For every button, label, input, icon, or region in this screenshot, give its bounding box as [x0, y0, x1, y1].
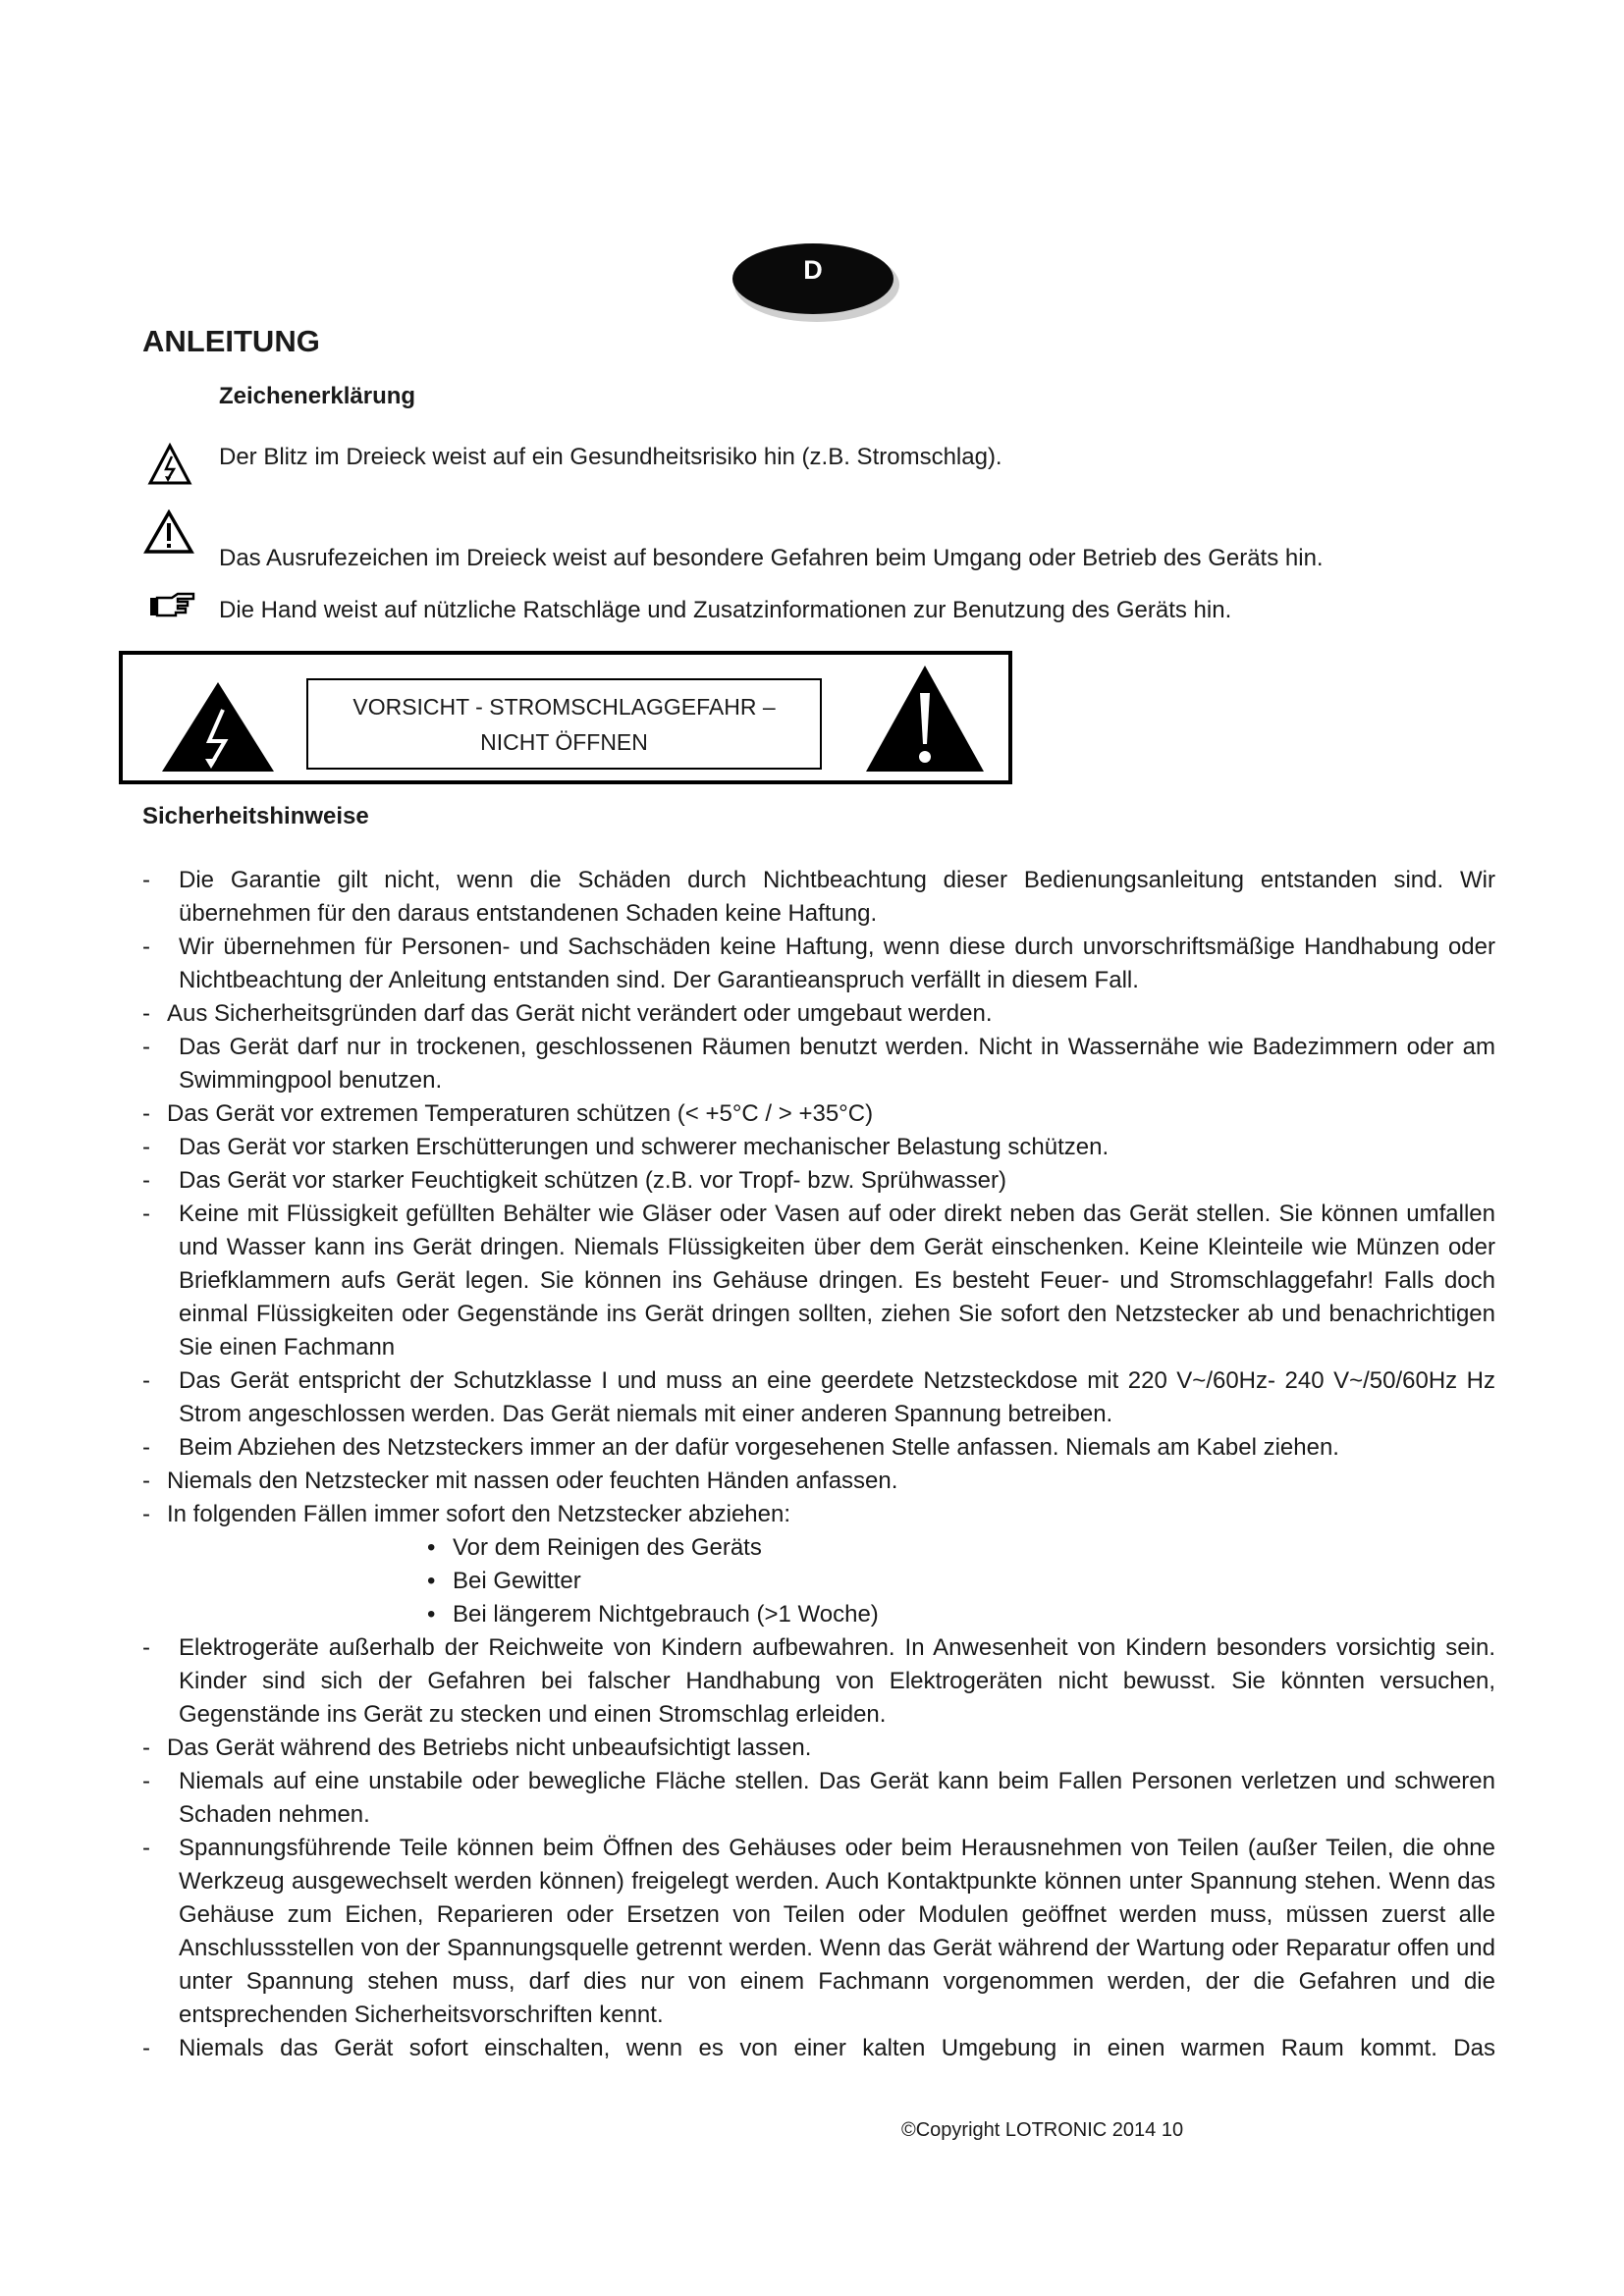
list-item: - Niemals auf eine unstabile oder bewegliche Fläche stellen. Das Gerät kann beim Fallen Personen verletzen und schweren Schaden nehmen. — [142, 1768, 1495, 1828]
list-item: - Das Gerät vor extremen Temperaturen schützen (< +5°C / > +35°C) — [142, 1100, 874, 1127]
exclamation-warning-triangle-icon — [864, 664, 986, 778]
list-item: - Niemals das Gerät sofort einschalten, wenn es von einer kalten Umgebung in einen warmen Raum kommt. Das — [142, 2035, 1495, 2061]
list-item: - Das Gerät während des Betriebs nicht unbeaufsichtigt lassen. — [142, 1735, 812, 1761]
list-item: - Elektrogeräte außerhalb der Reichweite von Kindern aufbewahren. In Anwesenheit von Kindern besonders vorsichtig sein. Kinder sind sich der Gefahren bei falscher Handhabung von Elektrogeräten nicht bewusst. Sie könnten versuchen, Gegenstände ins Gerät zu stecken und einen Stromschlag erleiden. — [142, 1634, 1495, 1728]
safety-heading: Sicherheitshinweise — [142, 803, 369, 829]
list-item: - Das Gerät vor starken Erschütterungen und schwerer mechanischer Belastung schützen. — [142, 1134, 1110, 1160]
bullet-item: • Bei Gewitter — [427, 1568, 581, 1594]
exclamation-triangle-icon — [143, 509, 194, 560]
list-item: - Das Gerät entspricht der Schutzklasse I und muss an eine geerdete Netzsteckdose mit 220 V~/60Hz- 240 V~/50/60Hz Hz Strom angeschlossen werden. Das Gerät niemals mit einer anderen Spannung betreiben. — [142, 1367, 1495, 1427]
list-item: - Das Gerät vor starker Feuchtigkeit schützen (z.B. vor Tropf- bzw. Sprühwasser) — [142, 1167, 1006, 1194]
legend-text-hand: Die Hand weist auf nützliche Ratschläge und Zusatzinformationen zur Benutzung des Geräts hin. — [219, 597, 1232, 623]
language-badge — [729, 236, 905, 326]
list-item: - Spannungsführende Teile können beim Öffnen des Gehäuses oder beim Herausnehmen von Teilen (außer Teilen, die ohne Werkzeug ausgewechselt werden können) freigelegt werden. Auch Kontaktpunkte können unter Spannung stehen. Wenn das Gehäuse zum Eichen, Reparieren oder Ersetzen von Teilen oder Modulen geöffnet werden muss, müssen zuerst alle Anschlussstellen von der Spannungsquelle getrennt werden. Wenn das Gerät während der Wartung oder Reparatur offen und unter Spannung stehen muss, darf dies nur von einem Fachmann vorgenommen werden, der die Gefahren und die entsprechenden Sicherheitsvorschriften kennt. — [142, 1835, 1495, 2028]
list-item: - Wir übernehmen für Personen- und Sachschäden keine Haftung, wenn diese durch unvorschriftsmäßige Handhabung oder Nichtbeachtung der Anleitung entstanden sind. Der Garantieanspruch verfällt in diesem Fall. — [142, 934, 1495, 993]
list-item: - Niemals den Netzstecker mit nassen oder feuchten Händen anfassen. — [142, 1468, 898, 1494]
pointing-hand-icon — [148, 592, 197, 624]
warning-label — [306, 678, 822, 770]
badge-letter: D — [803, 255, 823, 285]
list-item: - Aus Sicherheitsgründen darf das Gerät nicht verändert oder umgebaut werden. — [142, 1000, 993, 1027]
lightning-triangle-icon — [147, 443, 192, 491]
safety-notes-list — [142, 864, 1495, 2065]
warning-line-1: VORSICHT - STROMSCHLAGGEFAHR – — [352, 694, 776, 720]
copyright-footer: ©Copyright LOTRONIC 2014 10 — [901, 2119, 1184, 2141]
list-item: - Die Garantie gilt nicht, wenn die Schäden durch Nichtbeachtung dieser Bedienungsanleitung entstanden sind. Wir übernehmen für den daraus entstandenen Schaden keine Haftung. — [142, 867, 1495, 927]
bullet-item: • Vor dem Reinigen des Geräts — [427, 1534, 762, 1561]
section-subtitle: Zeichenerklärung — [219, 383, 416, 409]
list-item: - Das Gerät darf nur in trockenen, geschlossenen Räumen benutzt werden. Nicht in Wassernähe wie Badezimmern oder am Swimmingpool benutzen. — [142, 1034, 1495, 1094]
list-item: - In folgenden Fällen immer sofort den Netzstecker abziehen: — [142, 1501, 791, 1527]
list-item: - Beim Abziehen des Netzsteckers immer an der dafür vorgesehenen Stelle anfassen. Niemals am Kabel ziehen. — [142, 1434, 1339, 1461]
warning-line-2: NICHT ÖFFNEN — [480, 729, 648, 755]
legend-text-lightning: Der Blitz im Dreieck weist auf ein Gesundheitsrisiko hin (z.B. Stromschlag). — [219, 444, 1002, 470]
unplug-cases-list — [142, 1531, 1495, 1631]
lightning-warning-triangle-icon — [160, 680, 276, 778]
legend-text-exclamation: Das Ausrufezeichen im Dreieck weist auf besondere Gefahren beim Umgang oder Betrieb des Geräts hin. — [219, 545, 1324, 571]
list-item: - Keine mit Flüssigkeit gefüllten Behälter wie Gläser oder Vasen auf oder direkt neben das Gerät stellen. Sie können umfallen und Wasser kann ins Gerät dringen. Niemals Flüssigkeiten über dem Gerät einschenken. Keine Kleinteile wie Münzen oder Briefklammern aufs Gerät legen. Sie können ins Gehäuse dringen. Es besteht Feuer- und Stromschlaggefahr! Falls doch einmal Flüssigkeiten oder Gegenstände ins Gerät dringen sollten, ziehen Sie sofort den Netzstecker ab und benachrichtigen Sie einen Fachmann — [142, 1201, 1495, 1361]
bullet-item: • Bei längerem Nichtgebrauch (>1 Woche) — [427, 1601, 879, 1628]
page-title: ANLEITUNG — [142, 324, 320, 358]
